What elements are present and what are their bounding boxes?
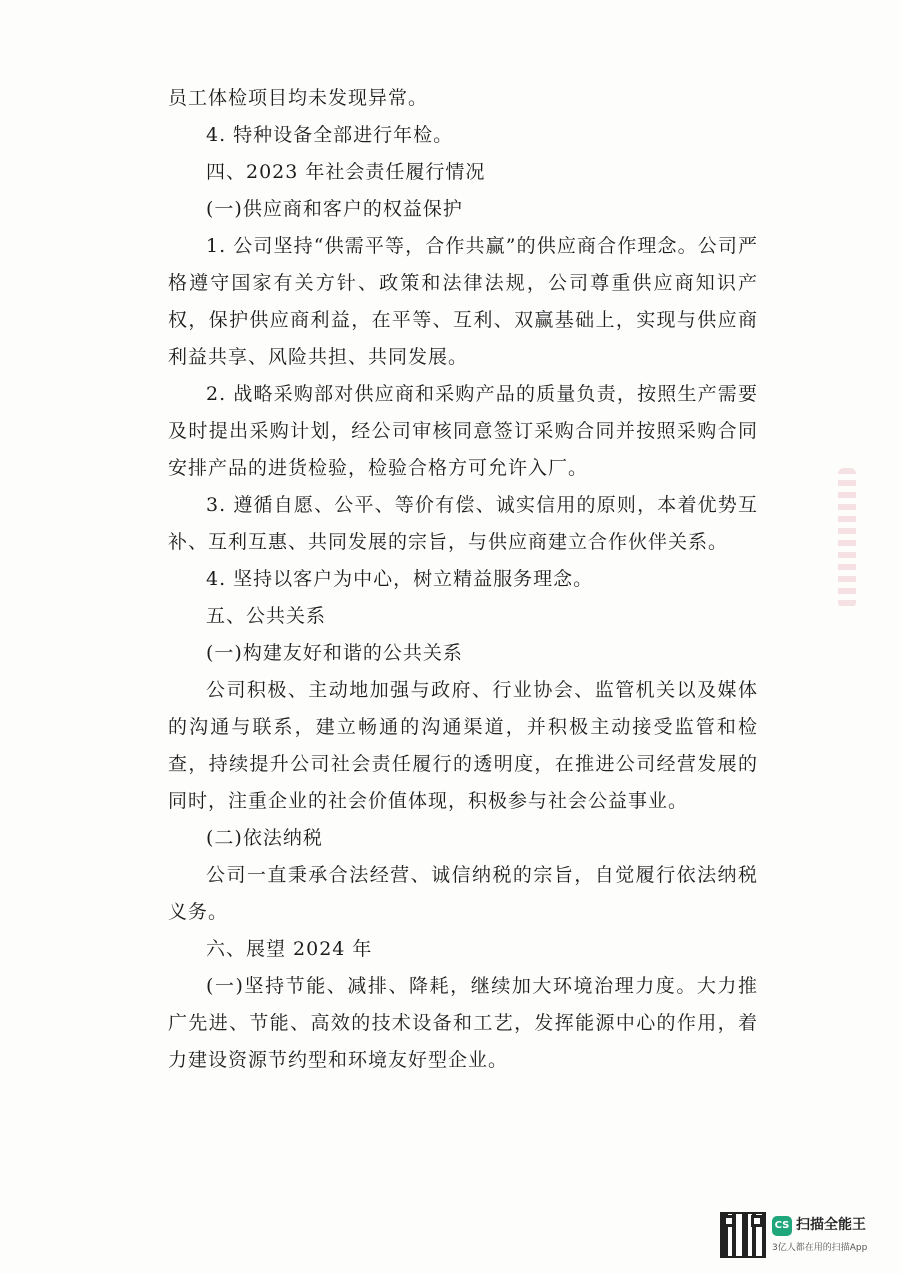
document-body xyxy=(168,80,758,1079)
paragraph: 2. 战略采购部对供应商和采购产品的质量负责，按照生产需要及时提出采购计划，经公司审核同意签订采购合同并按照采购合同安排产品的进货检验，检验合格方可允许入厂。 xyxy=(168,383,758,479)
subsection-heading: (一)供应商和客户的权益保护 xyxy=(206,198,463,220)
section-heading: 四、2023 年社会责任履行情况 xyxy=(206,161,486,183)
section-heading: 六、展望 2024 年 xyxy=(206,938,373,960)
paragraph: 4. 坚持以客户为中心，树立精益服务理念。 xyxy=(206,568,594,590)
paragraph: (一)坚持节能、减排、降耗，继续加大环境治理力度。大力推广先进、节能、高效的技术设备和工艺，发挥能源中心的作用，着力建设资源节约型和环境友好型企业。 xyxy=(168,975,758,1071)
section-heading: 五、公共关系 xyxy=(206,605,327,627)
paragraph: 3. 遵循自愿、公平、等价有偿、诚实信用的原则，本着优势互补、互利互惠、共同发展的宗旨，与供应商建立合作伙伴关系。 xyxy=(168,494,758,553)
watermark-brand: 扫描全能王 xyxy=(796,1217,866,1233)
scanner-watermark xyxy=(720,1212,890,1264)
subsection-heading: (一)构建友好和谐的公共关系 xyxy=(206,642,463,664)
watermark-tagline: 3亿人都在用的扫描App xyxy=(772,1243,868,1253)
camscanner-logo-icon: CS xyxy=(772,1216,792,1236)
paragraph: 公司一直秉承合法经营、诚信纳税的宗旨，自觉履行依法纳税义务。 xyxy=(168,864,758,923)
paragraph: 4. 特种设备全部进行年检。 xyxy=(206,124,454,146)
paragraph: 1. 公司坚持“供需平等，合作共赢”的供应商合作理念。公司严格遵守国家有关方针、政策和法律法规，公司尊重供应商知识产权，保护供应商利益，在平等、互利、双赢基础上，实现与供应商利益共享、风险共担、共同发展。 xyxy=(168,235,758,368)
paragraph: 公司积极、主动地加强与政府、行业协会、监管机关以及媒体的沟通与联系，建立畅通的沟通渠道，并积极主动接受监管和检查，持续提升公司社会责任履行的透明度，在推进公司经营发展的同时，注重企业的社会价值体现，积极参与社会公益事业。 xyxy=(168,679,758,812)
seal-stamp-edge xyxy=(838,468,856,608)
subsection-heading: (二)依法纳税 xyxy=(206,827,323,849)
qr-code-icon xyxy=(720,1212,766,1258)
paragraph: 员工体检项目均未发现异常。 xyxy=(168,87,429,109)
